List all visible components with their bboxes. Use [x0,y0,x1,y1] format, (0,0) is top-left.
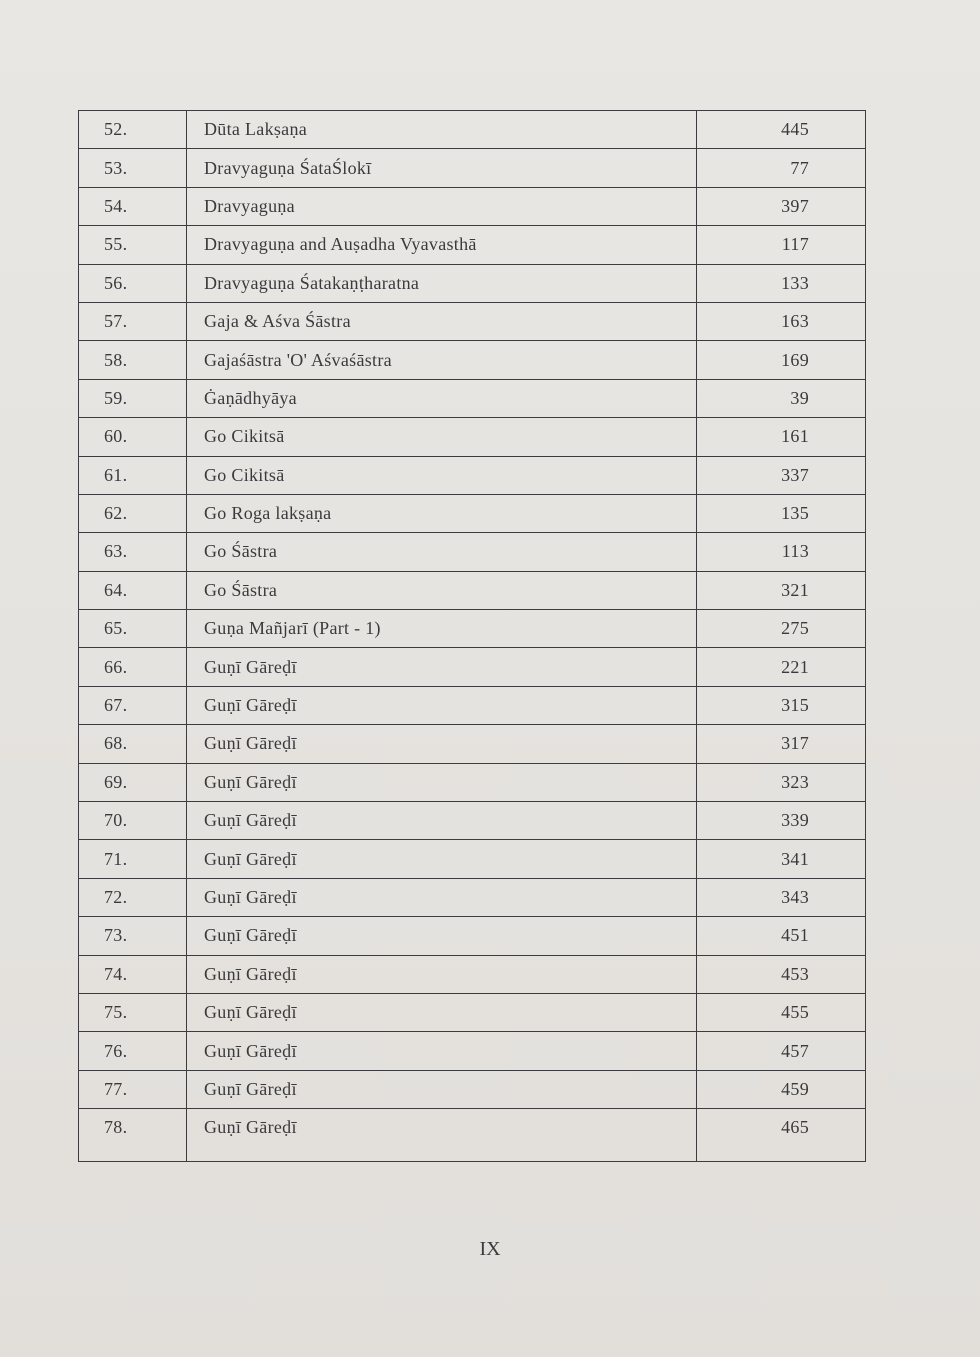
entry-title: Gaja & Aśva Śāstra [187,303,697,340]
table-row [79,149,865,187]
entry-title: Dravyaguṇa ŚataŚlokī [187,149,697,186]
entry-number: 59. [79,380,187,417]
table-row [79,648,865,686]
entry-title: Go Śāstra [187,572,697,609]
entry-title: Dravyaguṇa Śatakaṇṭharatna [187,265,697,302]
entry-page: 169 [781,349,809,370]
entry-title: Guṇī Gāreḍī [187,956,697,993]
table-row [79,457,865,495]
entry-title: Guṇī Gāreḍī [187,648,697,685]
entry-number: 56. [79,265,187,302]
entry-page: 133 [781,272,809,293]
table-row [79,1071,865,1109]
entry-title: Gajaśāstra 'O' Aśvaśāstra [187,341,697,378]
table-row [79,994,865,1032]
entry-number: 67. [79,687,187,724]
entry-number: 58. [79,341,187,378]
entry-number: 57. [79,303,187,340]
table-row [79,1109,865,1161]
entry-page: 117 [781,234,809,255]
entry-title: Ġaṇādhyāya [187,380,697,417]
entry-title: Guṇī Gāreḍī [187,764,697,801]
contents-table [78,110,866,1162]
table-row [79,303,865,341]
entry-number: 77. [79,1071,187,1108]
entry-page: 451 [781,925,809,946]
table-row [79,956,865,994]
entry-page: 221 [781,656,809,677]
entry-page: 323 [781,771,809,792]
entry-number: 64. [79,572,187,609]
entry-title: Guṇī Gāreḍī [187,687,697,724]
entry-title: Guṇī Gāreḍī [187,1032,697,1069]
entry-title: Guṇī Gāreḍī [187,879,697,916]
table-row [79,917,865,955]
entry-number: 70. [79,802,187,839]
entry-number: 78. [79,1109,187,1161]
entry-page: 163 [781,311,809,332]
table-row [79,840,865,878]
entry-number: 71. [79,840,187,877]
table-row [79,188,865,226]
entry-page: 135 [781,503,809,524]
entry-number: 60. [79,418,187,455]
table-row [79,687,865,725]
entry-title: Guṇa Mañjarī (Part - 1) [187,610,697,647]
table-row [79,879,865,917]
entry-title: Guṇī Gāreḍī [187,994,697,1031]
entry-title: Guṇī Gāreḍī [187,802,697,839]
entry-number: 68. [79,725,187,762]
table-row [79,533,865,571]
entry-page: 457 [781,1040,809,1061]
entry-page: 337 [781,464,809,485]
entry-number: 72. [79,879,187,916]
table-row [79,610,865,648]
entry-page: 339 [781,810,809,831]
entry-number: 52. [79,111,187,148]
entry-page: 275 [781,618,809,639]
table-row [79,495,865,533]
entry-title: Go Śāstra [187,533,697,570]
table-row [79,341,865,379]
entry-page: 341 [781,848,809,869]
entry-title: Dravyaguṇa and Auṣadha Vyavasthā [187,226,697,263]
entry-page: 343 [781,887,809,907]
entry-page: 321 [781,579,809,600]
entry-number: 75. [79,994,187,1031]
entry-title: Dūta Lakṣaṇa [187,111,697,148]
entry-page: 161 [781,426,809,447]
table-row [79,226,865,264]
entry-number: 69. [79,764,187,801]
entry-number: 65. [79,610,187,647]
table-row [79,111,865,149]
table-row [79,380,865,418]
entry-number: 66. [79,648,187,685]
table-row [79,1032,865,1070]
table-row [79,265,865,303]
page-number: IX [479,1238,501,1260]
entry-title: Dravyaguṇa [187,188,697,225]
entry-page: 113 [781,541,809,562]
table-row [79,418,865,456]
entry-number: 73. [79,917,187,954]
entry-number: 74. [79,956,187,993]
entry-title: Guṇī Gāreḍī [187,917,697,954]
entry-number: 54. [79,188,187,225]
entry-title: Guṇī Gāreḍī [187,1071,697,1108]
entry-title: Guṇī Gāreḍī [187,1109,697,1161]
entry-title: Go Roga lakṣaṇa [187,495,697,532]
entry-page: 397 [781,195,809,216]
entry-page: 453 [781,963,809,984]
entry-title: Guṇī Gāreḍī [187,840,697,877]
entry-number: 61. [79,457,187,494]
entry-title: Go Cikitsā [187,418,697,455]
entry-number: 53. [79,149,187,186]
entry-page: 455 [781,1002,809,1023]
table-row [79,802,865,840]
entry-number: 55. [79,226,187,263]
entry-number: 76. [79,1032,187,1069]
entry-page: 77 [790,157,809,178]
table-row [79,725,865,763]
table-row [79,764,865,802]
table-row [79,572,865,610]
entry-title: Guṇī Gāreḍī [187,725,697,762]
entry-page: 465 [781,1117,809,1138]
entry-title: Go Cikitsā [187,457,697,494]
entry-page: 459 [781,1078,809,1099]
entry-number: 62. [79,495,187,532]
entry-page: 445 [781,119,809,140]
entry-page: 39 [790,387,809,408]
entry-number: 63. [79,533,187,570]
entry-page: 315 [781,695,809,716]
entry-page: 317 [781,733,809,754]
